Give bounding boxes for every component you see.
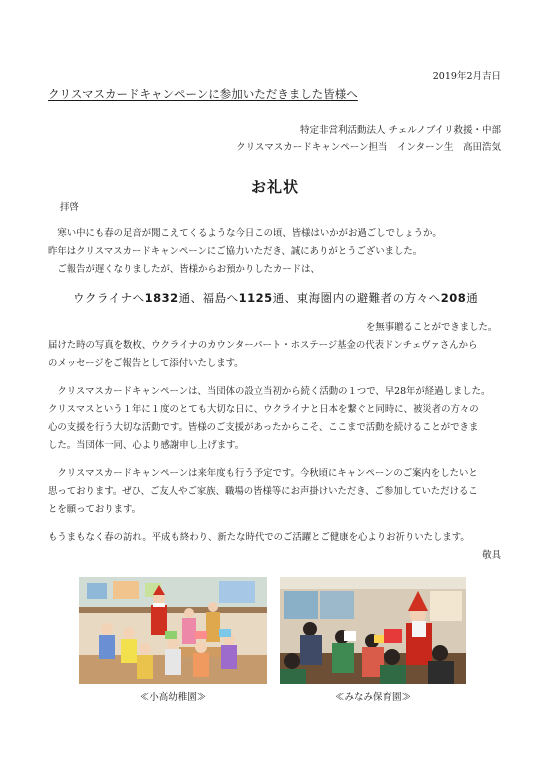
closing: もうまもなく春の訪れ。平成も終わり、新たな時代でのご活躍とご健康を心よりお祈りいたします。 [48, 532, 470, 543]
paragraph-4 [48, 465, 478, 519]
paragraph-1 [48, 225, 442, 279]
sender-person: クリスマスカードキャンペーン担当 インターン生 高田浩気 [236, 142, 501, 153]
greeting: 拝啓 [60, 202, 79, 213]
sign-off: 敬具 [482, 550, 501, 561]
paragraph-3-line: クリスマスという１年に１度のとても大切な日に、ウクライナと日本を繋ぐと同時に、被災者の方々の [48, 404, 479, 415]
paragraph-4-line: 思っております。ぜひ、ご友人やご家族、職場の皆様等にお声掛けいただき、ご参加していただけるこ [48, 486, 478, 497]
count-fukushima: 1125 [238, 291, 273, 305]
paragraph-2-line: 届けた時の写真を数枚、ウクライナのカウンターパート・ホステージ基金の代表ドンチェヴァさんから [48, 340, 478, 351]
count-ukraine: 1832 [144, 291, 179, 305]
paragraph-3-line: した。当団体一同、心より感謝申し上げます。 [48, 440, 245, 451]
letter-title: お礼状 [250, 178, 299, 196]
count-evacuees: 208 [440, 291, 467, 305]
sender-organization: 特定非営利活動法人 チェルノブイリ救援・中部 [299, 125, 501, 136]
paragraph-3-line: クリスマスカードキャンペーンは、当団体の設立当初から続く活動の１つで、早28年が経過しました。 [48, 386, 491, 397]
paragraph-1-line: 寒い中にも春の足音が聞こえてくるような今日この頃、皆様はいかがお過ごしでしょうか。 [48, 228, 442, 239]
paragraph-3-line: 心の支援を行う大切な活動です。皆様のご支援があったからこそ、ここまで活動を続けることができま [48, 422, 479, 433]
paragraph-1-line: 昨年はクリスマスカードキャンペーンにご協力いただき、誠にありがとうございました。 [48, 246, 423, 257]
letter-date: 2019年2月吉日 [432, 71, 501, 82]
nursery-school-photo [280, 577, 466, 684]
paragraph-2 [48, 319, 497, 373]
kindergarten-photo [79, 577, 267, 684]
card-counts: ウクライナへ1832通、福島へ1125通、東海圏内の避難者の方々へ208通 [73, 291, 479, 305]
photo-caption-kindergarten: ≪小高幼稚園≫ [139, 692, 207, 703]
paragraph-2-line: を無事贈ることができました。 [366, 322, 498, 333]
paragraph-3 [48, 383, 490, 455]
paragraph-4-line: クリスマスカードキャンペーンは来年度も行う予定です。今秋頃にキャンペーンのご案内をしたいと [48, 468, 478, 479]
paragraph-2-line: のメッセージをご報告として添付いたします。 [48, 358, 244, 369]
paragraph-1-line: ご報告が遅くなりましたが、皆様からお預かりしたカードは、 [48, 264, 320, 275]
addressee: クリスマスカードキャンペーンに参加いただきました皆様へ [48, 87, 358, 101]
paragraph-4-line: とを願っております。 [48, 504, 141, 515]
photo-caption-nursery: ≪みなみ保育園≫ [334, 692, 411, 703]
